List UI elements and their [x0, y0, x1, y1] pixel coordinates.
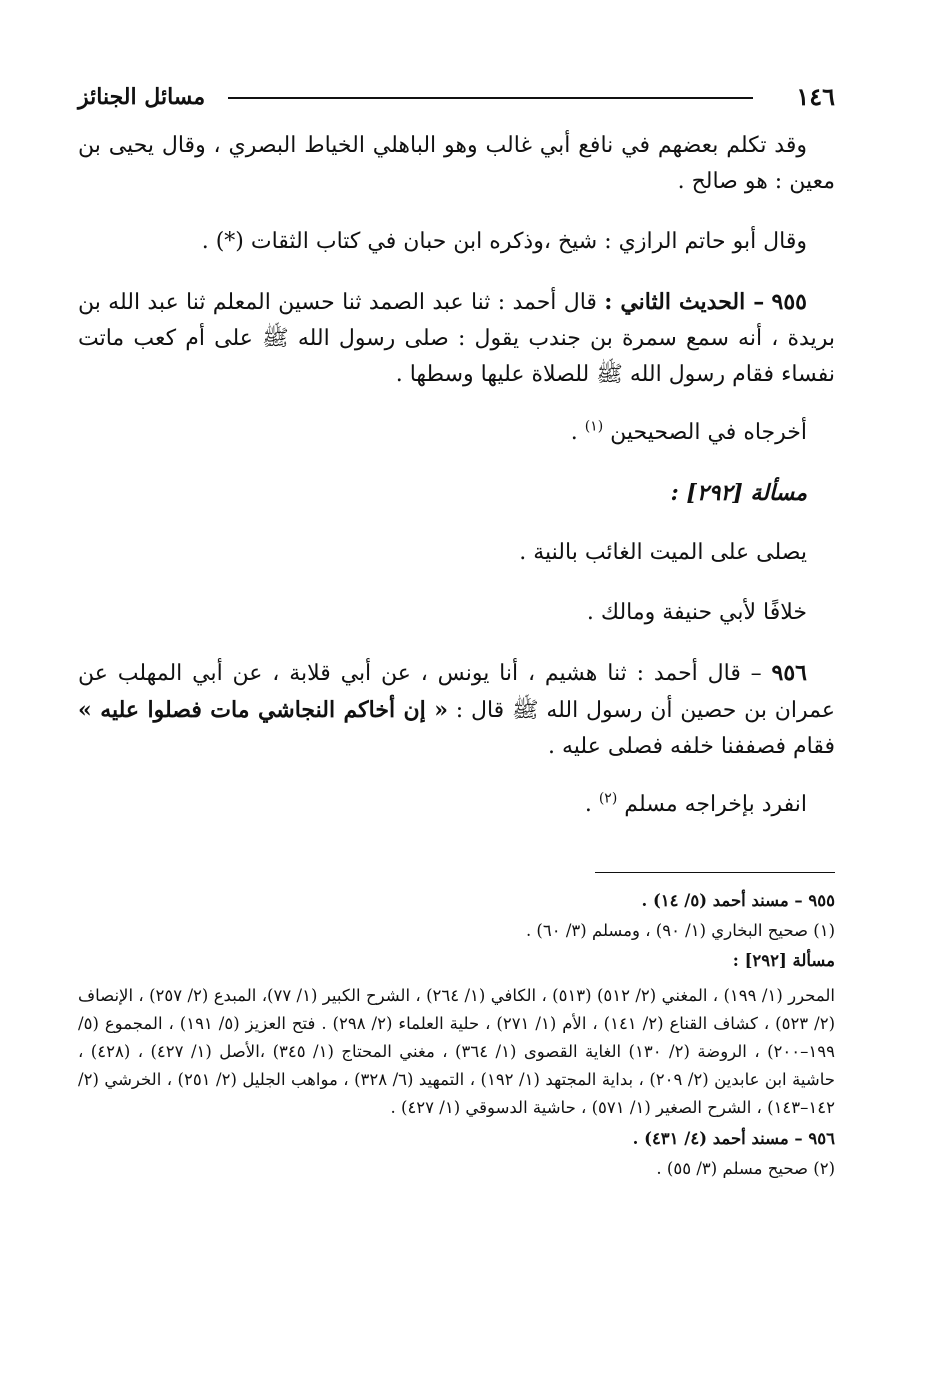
running-header: [78, 82, 835, 112]
footnote-ref: (١): [584, 418, 604, 435]
footnote-956: ٩٥٦ – مسند أحمد (٤/ ٤٣١) .: [632, 1129, 835, 1148]
hadith-text-rest: فقام فصففنا خلفه فصلى عليه .: [548, 734, 835, 759]
hadith-text: قال أحمد : ثنا عبد الصمد ثنا حسين المعلم ثنا عبد الله بن بريدة ، أنه سمع سمرة بن جندب يقول : صلى رسول الله ﷺ على أم كعب ماتت نفساء فقام رسول الله ﷺ للصلاة عليها وسطها .: [78, 290, 835, 387]
takhrij-955: [78, 415, 835, 451]
page-number: ١٤٦: [796, 82, 835, 111]
hadith-heading: – الحديث الثاني :: [604, 289, 765, 315]
running-title: مسائل الجنائز: [78, 84, 206, 110]
masala-heading: [78, 475, 835, 511]
hadith-quote: « إن أخاكم النجاشي مات فصلوا عليه »: [78, 697, 448, 723]
footnote-masala-sources: المحرر (١/ ١٩٩) ، المغني (٢/ ٥١٢) (٥١٣) ، الكافي (١/ ٢٦٤) ، الشرح الكبير (١/ ٧٧)، المبدع (٢/ ٢٥٧) ، الإنصاف (٢/ ٥٢٣) ، كشاف القناع (٢/ ١٤١) ، الأم (١/ ٢٧١) ، حلية العلماء (٢/ ٢٩٨) . فتح العزيز (٥/ ١٩١) ، المجموع (٥/ ١٩٩–٢٠٠) ، الروضة (٢/ ١٣٠) الغاية القصوى (١/ ٣٦٤) ، مغني المحتاج (١/ ٣٤٥) ،الأصل (١/ ٤٢٧) ، (٤٢٨) ، حاشية ابن عابدين (٢/ ٢٠٩) ، بداية المجتهد (١/ ١٩٢) ، التمهيد (٦/ ٣٢٨) ، مواهب الجليل (٢/ ٢٥١) ، الخرشي (٢/ ١٤٢–١٤٣) ، الشرح الصغير (١/ ٥٧١) ، حاشية الدسوقي (١/ ٤٢٧) .: [78, 986, 835, 1117]
takhrij-956: [78, 787, 835, 823]
takhrij-text: انفرد بإخراجه مسلم: [624, 792, 807, 817]
footnote-ref: (٢): [598, 790, 618, 807]
hadith-number: ٩٥٦: [771, 660, 807, 686]
hadith-number: ٩٥٥: [771, 289, 807, 315]
masala-title: مسألة [٢٩٢] :: [670, 480, 807, 506]
ruling-text: يصلى على الميت الغائب بالنية .: [519, 540, 807, 565]
hadith-956: [78, 655, 835, 765]
footnote-955: ٩٥٥ – مسند أحمد (٥/ ١٤) .: [641, 891, 835, 910]
paragraph-abu-hatim: [78, 224, 835, 260]
footnotes: [78, 888, 835, 1186]
header-rule: [228, 97, 753, 99]
hadith-text: – قال أحمد : ثنا هشيم ، أنا يونس ، عن أبي قلابة ، عن أبي المهلب عن عمران بن حصين أن رسول الله ﷺ قال :: [78, 661, 835, 723]
takhrij-end: .: [570, 420, 578, 445]
masala-dissent: [78, 595, 835, 631]
footnote-2: (٢) صحيح مسلم (٣/ ٥٥) .: [656, 1159, 835, 1178]
paragraph-text: وقال أبو حاتم الرازي : شيخ ،وذكره ابن حبان في كتاب الثقات (*) .: [201, 229, 807, 254]
takhrij-end: .: [584, 792, 592, 817]
masala-ruling: [78, 535, 835, 571]
hadith-955: [78, 284, 835, 393]
footnote-separator: [595, 872, 835, 873]
takhrij-text: أخرجاه في الصحيحين: [610, 420, 807, 445]
dissent-text: خلافًا لأبي حنيفة ومالك .: [586, 600, 807, 625]
footnote-1: (١) صحيح البخاري (١/ ٩٠) ، ومسلم (٣/ ٦٠) .: [525, 921, 835, 940]
paragraph-narrator-note: [78, 128, 835, 200]
footnote-masala-heading: مسألة [٢٩٢] :: [732, 951, 835, 970]
main-text: [78, 128, 835, 847]
paragraph-text: وقد تكلم بعضهم في نافع أبي غالب وهو الباهلي الخياط البصري ، وقال يحيى بن معين : هو صالح .: [78, 133, 835, 194]
